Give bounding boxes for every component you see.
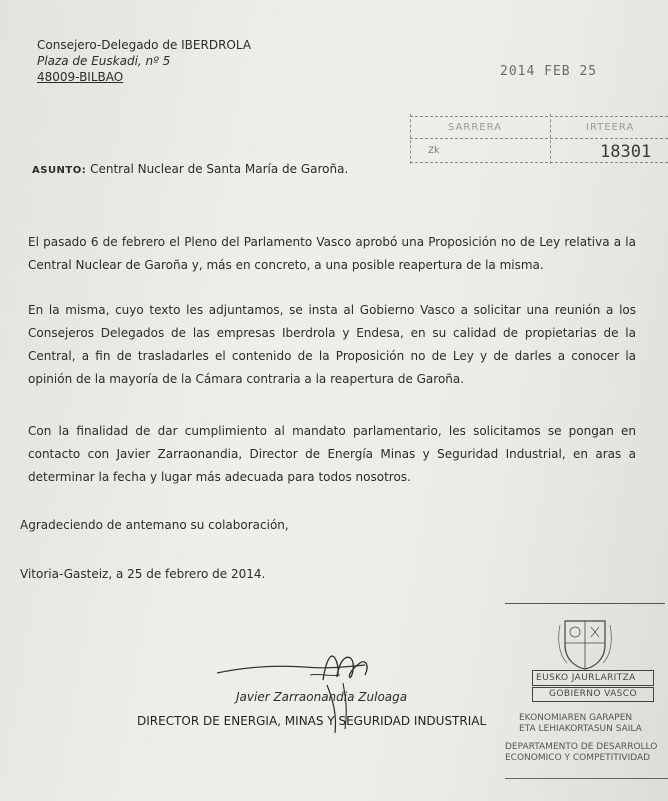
subject-text: Central Nuclear de Santa María de Garoña.	[90, 162, 349, 176]
seal-line-3: EKONOMIAREN GARAPEN	[519, 713, 633, 723]
registry-label-left: SARRERA	[448, 122, 502, 133]
seal-line-4: ETA LEHIAKORTASUN SAILA	[519, 724, 642, 734]
registry-prefix: Zk	[428, 146, 440, 156]
place-date-line: Vitoria-Gasteiz, a 25 de febrero de 2014.	[20, 567, 266, 581]
recipient-line-3: 48009-BILBAO	[37, 70, 124, 84]
seal-line-6: ECONOMICO Y COMPETITIVIDAD	[505, 753, 651, 763]
date-stamp: 2014 FEB 25	[500, 64, 598, 79]
registry-label-right: IRTEERA	[586, 122, 635, 133]
seal-department-basque	[519, 713, 642, 735]
paragraph-1: El pasado 6 de febrero el Pleno del Parlamento Vasco aprobó una Proposición no de Ley relativa a la Central Nuclear de Garoña y, más en concreto, a una posible reapertura de la misma.	[28, 235, 636, 272]
seal-department-spanish	[505, 742, 657, 764]
closing-line: Agradeciendo de antemano su colaboración,	[20, 518, 289, 532]
recipient-line-2: Plaza de Euskadi, nº 5	[37, 54, 171, 68]
registry-number: 18301	[600, 142, 652, 162]
recipient-address	[37, 37, 251, 85]
subject-label: ASUNTO:	[32, 165, 87, 176]
seal-line-5: DEPARTAMENTO DE DESARROLLO	[505, 742, 658, 752]
paragraph-3: Con la finalidad de dar cumplimiento al mandato parlamentario, les solicitamos se pongan en contacto con Javier Zarraonandia, Director de Energía Minas y Seguridad Industrial, en aras a determinar la fecha y lugar más adecuada para todos nosotros.	[28, 424, 636, 484]
recipient-line-1: Consejero-Delegado de IBERDROLA	[37, 38, 252, 52]
paragraph-2: En la misma, cuyo texto les adjuntamos, se insta al Gobierno Vasco a solicitar una reunión a los Consejeros Delegados de las empresas Iberdrola y Endesa, en su calidad de propietarias de la Central, a fin de trasladarles el contenido de la Proposición no de Ley y de darles a conocer la opinión de la mayoría de la Cámara contraria a la reapertura de Garoña.	[28, 303, 636, 386]
seal-line-1: EUSKO JAURLARITZA	[532, 670, 654, 686]
subject-line	[32, 162, 348, 176]
signer-name: Javier Zarraonandia Zuloaga	[236, 690, 408, 704]
signer-title: DIRECTOR DE ENERGIA, MINAS Y SEGURIDAD INDUSTRIAL	[137, 714, 487, 728]
seal-line-2: GOBIERNO VASCO	[532, 687, 654, 702]
registry-stamp	[410, 114, 668, 166]
coat-of-arms-icon	[555, 615, 615, 671]
